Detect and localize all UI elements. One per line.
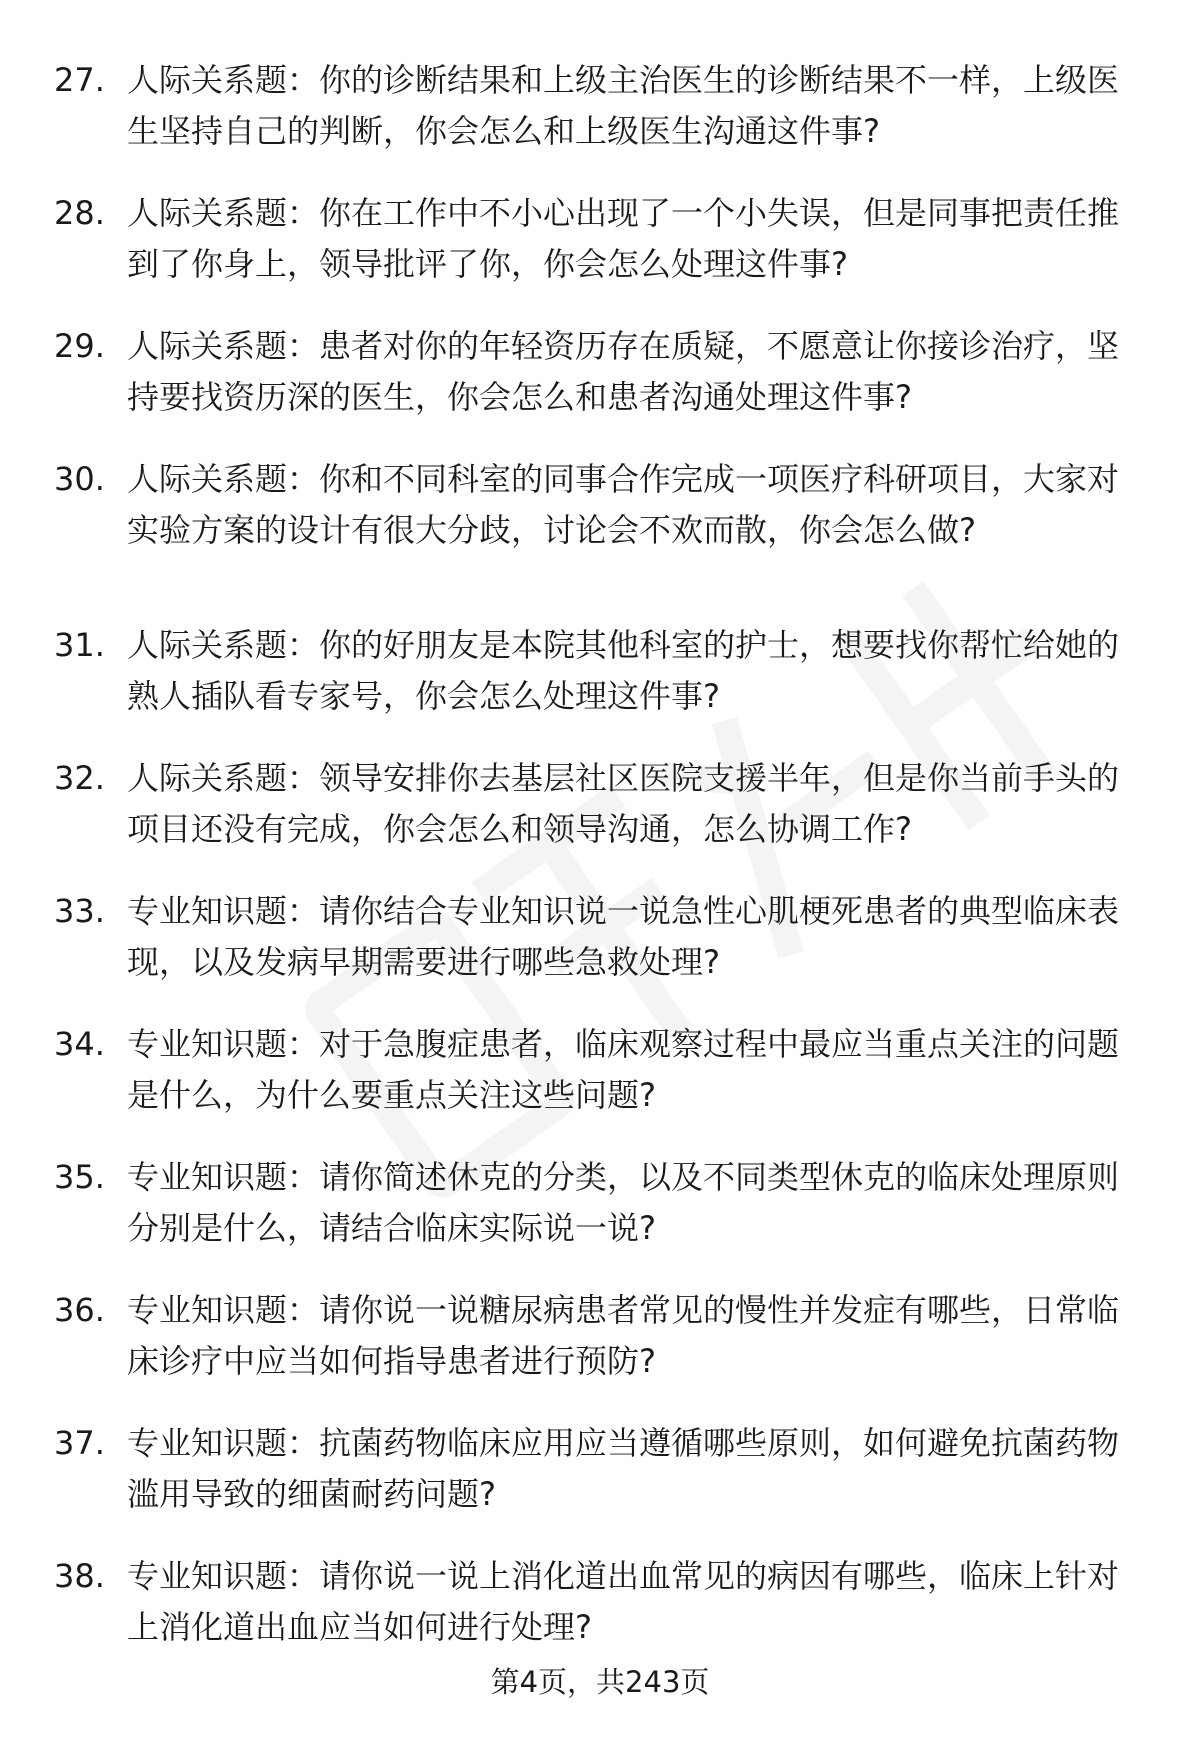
question-number: 28.: [54, 194, 105, 232]
question-number: 35.: [54, 1158, 105, 1196]
question-text: 人际关系题：你和不同科室的同事合作完成一项医疗科研项目，大家对实验方案的设计有很大分歧，讨论会不欢而散，你会怎么做?: [127, 460, 1120, 549]
list-item: [0, 1026, 1200, 1159]
question-text: 专业知识题：抗菌药物临床应用应当遵循哪些原则，如何避免抗菌药物滥用导致的细菌耐药问题?: [127, 1424, 1120, 1513]
list-item: [0, 328, 1200, 461]
question-number: 34.: [54, 1025, 105, 1063]
list-item: [0, 627, 1200, 760]
list-item: [0, 1425, 1200, 1558]
list-item: [0, 893, 1200, 1026]
question-text: 专业知识题：对于急腹症患者，临床观察过程中最应当重点关注的问题是什么，为什么要重点关注这些问题?: [127, 1025, 1120, 1114]
question-text: 人际关系题：你的好朋友是本院其他科室的护士，想要找你帮忙给她的熟人插队看专家号，你会怎么处理这件事?: [127, 626, 1120, 715]
question-text: 人际关系题：你在工作中不小心出现了一个小失误，但是同事把责任推到了你身上，领导批评了你，你会怎么处理这件事?: [127, 194, 1120, 283]
question-number: 36.: [54, 1291, 105, 1329]
question-number: 30.: [54, 460, 105, 498]
question-number: 33.: [54, 892, 105, 930]
question-number: 29.: [54, 327, 105, 365]
list-item: [0, 1292, 1200, 1425]
question-text: 专业知识题：请你说一说糖尿病患者常见的慢性并发症有哪些，日常临床诊疗中应当如何指导患者进行预防?: [127, 1291, 1120, 1380]
question-text: 专业知识题：请你说一说上消化道出血常见的病因有哪些，临床上针对上消化道出血应当如何进行处理?: [127, 1557, 1120, 1646]
question-number: 27.: [54, 61, 105, 99]
question-number: 32.: [54, 759, 105, 797]
question-text: 专业知识题：请你简述休克的分类，以及不同类型休克的临床处理原则分别是什么，请结合临床实际说一说?: [127, 1158, 1120, 1247]
list-item: [0, 461, 1200, 627]
question-list: [0, 62, 1200, 1691]
page-footer: 第4页，共243页: [490, 1665, 710, 1699]
question-text: 人际关系题：领导安排你去基层社区医院支援半年，但是你当前手头的项目还没有完成，你会怎么和领导沟通，怎么协调工作?: [127, 759, 1120, 848]
list-item: [0, 195, 1200, 328]
question-text: 人际关系题：患者对你的年轻资历存在质疑，不愿意让你接诊治疗，坚持要找资历深的医生，你会怎么和患者沟通处理这件事?: [127, 327, 1120, 416]
list-item: [0, 760, 1200, 893]
question-number: 37.: [54, 1424, 105, 1462]
list-item: [0, 62, 1200, 195]
question-number: 31.: [54, 626, 105, 664]
question-text: 专业知识题：请你结合专业知识说一说急性心肌梗死患者的典型临床表现，以及发病早期需要进行哪些急救处理?: [127, 892, 1120, 981]
question-number: 38.: [54, 1557, 105, 1595]
question-text: 人际关系题：你的诊断结果和上级主治医生的诊断结果不一样，上级医生坚持自己的判断，你会怎么和上级医生沟通这件事?: [127, 61, 1120, 150]
list-item: [0, 1159, 1200, 1292]
